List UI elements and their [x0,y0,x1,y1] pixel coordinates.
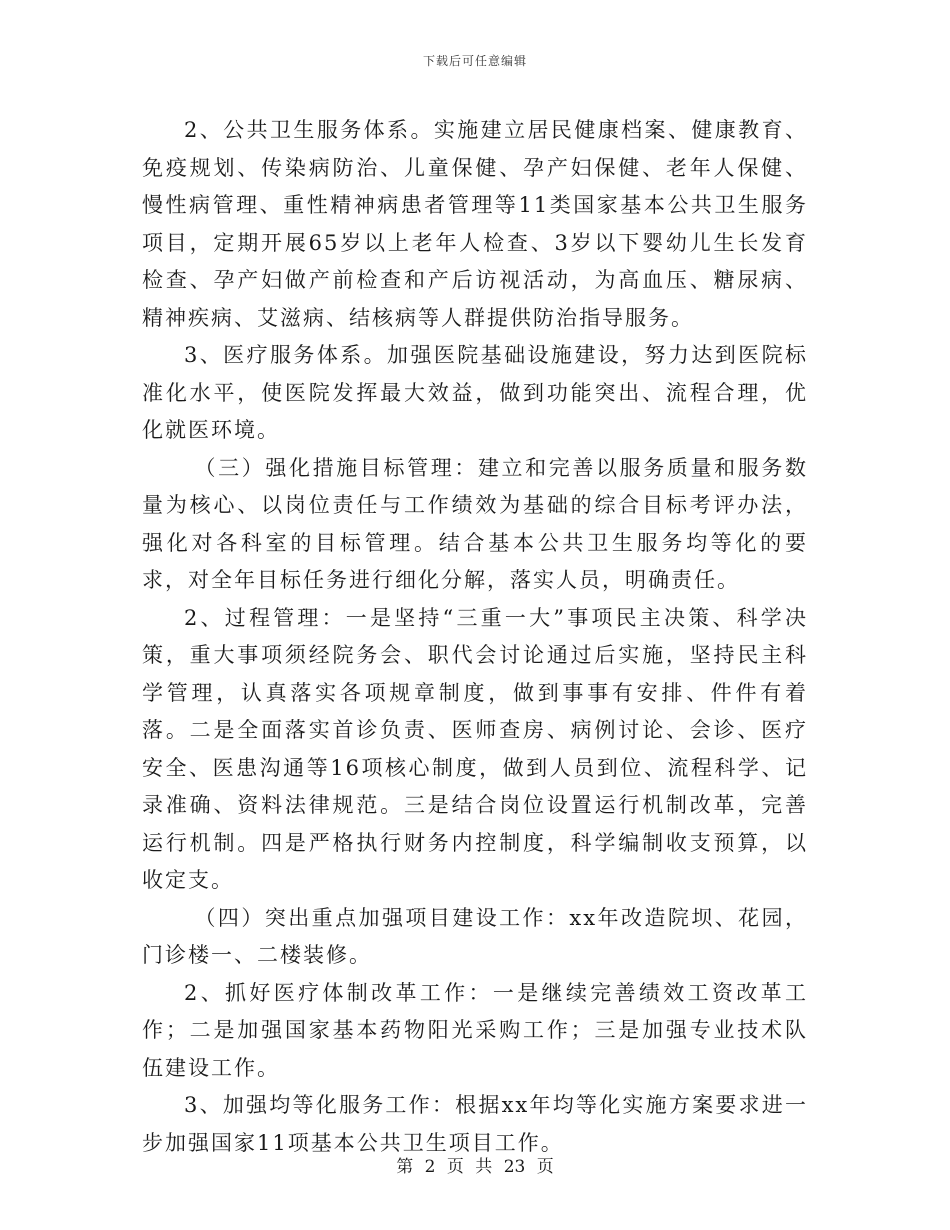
paragraph-project-construction: （四）突出重点加强项目建设工作：xx年改造院坝、花园，门诊楼一、二楼装修。 [142,905,808,967]
page-number: 第 2 页 共 23 页 [396,1157,554,1177]
paragraph-medical-reform: 2、抓好医疗体制改革工作：一是继续完善绩效工资改革工作；二是加强国家基本药物阳光采购工作；三是加强专业技术队伍建设工作。 [142,980,808,1080]
paragraph-equalization-service: 3、加强均等化服务工作：根据xx年均等化实施方案要求进一步加强国家11项基本公共卫生项目工作。 [142,1093,808,1155]
document-body [142,112,808,1162]
page-header: 下载后可任意编辑 [422,54,527,68]
paragraph-public-health: 2、公共卫生服务体系。实施建立居民健康档案、健康教育、免疫规划、传染病防治、儿童保健、孕产妇保健、老年人保健、慢性病管理、重性精神病患者管理等11类国家基本公共卫生服务项目，定期开展65岁以上老年人检查、3岁以下婴幼儿生长发育检查、孕产妇做产前检查和产后访视活动，为高血压、糖尿病、精神疾病、艾滋病、结核病等人群提供防治指导服务。 [142,118,808,330]
paragraph-medical-service: 3、医疗服务体系。加强医院基础设施建设，努力达到医院标准化水平，使医院发挥最大效益，做到功能突出、流程合理，优化就医环境。 [142,343,808,442]
paragraph-target-management: （三）强化措施目标管理：建立和完善以服务质量和服务数量为核心、以岗位责任与工作绩效为基础的综合目标考评办法，强化对各科室的目标管理。结合基本公共卫生服务均等化的要求，对全年目标任务进行细化分解，落实人员，明确责任。 [142,455,808,592]
paragraph-process-management: 2、过程管理：一是坚持“三重一大”事项民主决策、科学决策，重大事项须经院务会、职代会讨论通过后实施，坚持民主科学管理，认真落实各项规章制度，做到事事有安排、件件有着落。二是全面落实首诊负责、医师查房、病例讨论、会诊、医疗安全、医患沟通等16项核心制度，做到人员到位、流程科学、记录准确、资料法律规范。三是结合岗位设置运行机制改革，完善运行机制。四是严格执行财务内控制度，科学编制收支预算，以收定支。 [142,605,808,892]
